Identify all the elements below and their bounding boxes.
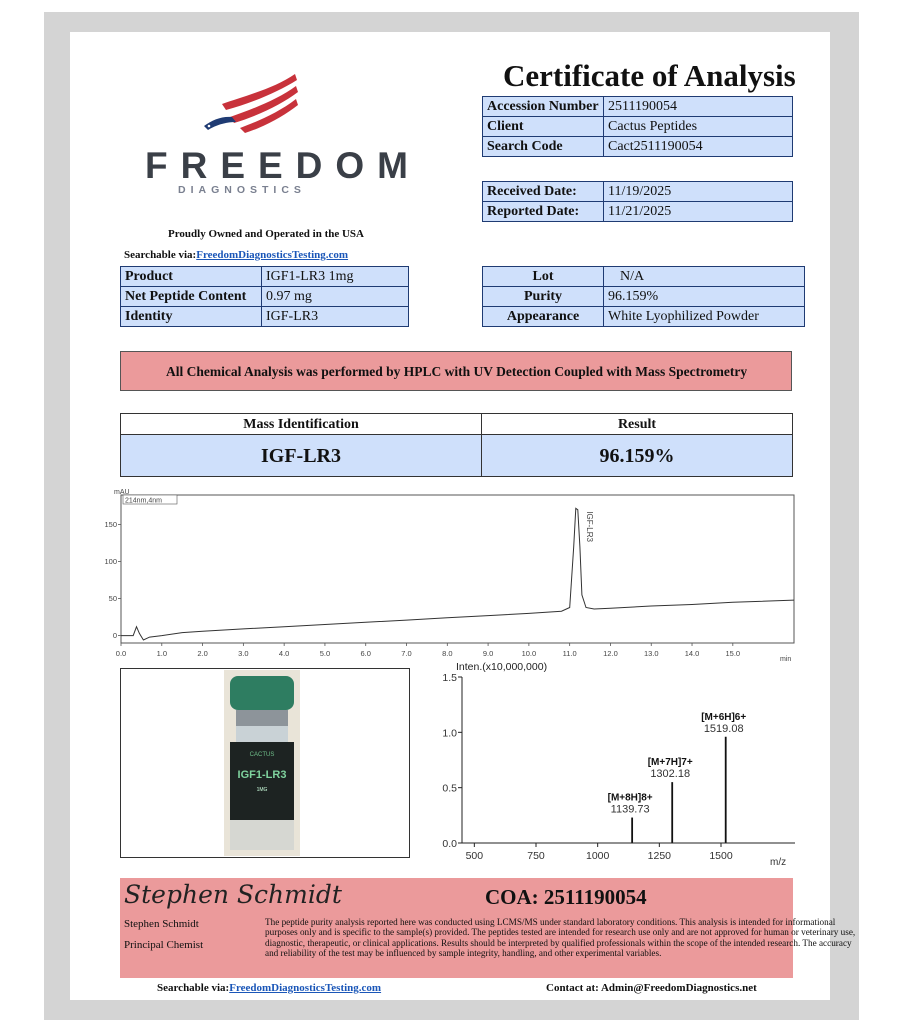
x-tick-label: 11.0 — [562, 649, 577, 658]
table-row — [483, 267, 805, 287]
chromatogram-trace — [121, 508, 794, 640]
ms-x-tick-label: 500 — [465, 850, 484, 862]
value-cell: IGF-LR3 — [262, 307, 409, 327]
x-tick-label: 6.0 — [360, 649, 371, 658]
page-title: Certificate of Analysis — [503, 58, 796, 93]
vial-name: IGF1-LR3 — [237, 769, 287, 781]
x-tick-label: 5.0 — [319, 649, 331, 658]
label-cell: Accession Number — [483, 97, 604, 117]
mass-value: IGF-LR3 — [120, 434, 482, 477]
mass-spectrum — [440, 660, 805, 870]
value-cell: 11/19/2025 — [604, 182, 793, 202]
x-tick-label: 14.0 — [684, 649, 700, 658]
searchable-note — [124, 249, 348, 261]
product-table — [120, 266, 409, 327]
x-tick-label: 13.0 — [643, 649, 659, 658]
signer-name: Stephen Schmidt — [124, 918, 199, 930]
ms-x-tick-label: 1500 — [709, 850, 733, 862]
ms-y-tick-label: 1.5 — [442, 672, 457, 684]
x-tick-label: 8.0 — [442, 649, 453, 658]
y-axis-label: mAU — [114, 489, 130, 496]
x-tick-label: 4.0 — [278, 649, 290, 658]
x-tick-label: 10.0 — [521, 649, 537, 658]
y-tick-label: 100 — [104, 557, 117, 567]
result-value: 96.159% — [481, 434, 793, 477]
table-row — [483, 97, 793, 117]
ms-x-tick-label: 1250 — [647, 850, 672, 862]
value-cell: Cactus Peptides — [604, 117, 793, 137]
ms-y-axis-label: Inten.(x10,000,000) — [456, 661, 548, 673]
dates-table — [482, 181, 793, 222]
value-cell: 11/21/2025 — [604, 202, 793, 222]
result-header: Result — [481, 413, 793, 435]
label-cell: Reported Date: — [483, 202, 604, 222]
lot-table — [482, 266, 805, 327]
value-cell: 96.159% — [604, 287, 805, 307]
vial-neck — [236, 726, 288, 742]
contact-info: Contact at: Admin@FreedomDiagnostics.net — [546, 982, 757, 994]
searchable-prefix: Searchable via: — [124, 249, 197, 261]
x-tick-label: 0.0 — [115, 649, 127, 658]
x-tick-label: 7.0 — [401, 649, 412, 658]
table-row — [121, 287, 409, 307]
ms-peak-ion: [M+7H]7+ — [647, 757, 693, 769]
hplc-chromatogram — [104, 484, 802, 664]
ms-peak-ion: [M+8H]8+ — [607, 792, 653, 804]
table-row — [483, 117, 793, 137]
label-cell: Purity — [483, 287, 604, 307]
y-tick-label: 50 — [108, 594, 117, 604]
x-tick-label: 9.0 — [482, 649, 494, 658]
accession-table — [482, 96, 793, 157]
searchable-note-footer — [157, 982, 381, 994]
legend-label: 214nm,4nm — [125, 497, 162, 505]
vial-cap — [230, 676, 294, 710]
table-row — [483, 202, 793, 222]
ms-peak-label: 1519.08 — [703, 722, 744, 735]
label-cell: Received Date: — [483, 182, 604, 202]
y-tick-label: 0 — [112, 631, 117, 641]
ms-y-tick-label: 1.0 — [442, 727, 457, 740]
vial-crimp — [236, 710, 288, 726]
table-row — [483, 287, 805, 307]
ms-peak-ion: [M+6H]6+ — [701, 711, 747, 723]
label-cell: Net Peptide Content — [121, 287, 262, 307]
chart-frame — [121, 495, 794, 643]
value-cell: White Lyophilized Powder — [604, 307, 805, 327]
peak-label: IGF-LR3 — [584, 511, 594, 542]
signer-title: Principal Chemist — [124, 939, 204, 951]
x-tick-label: 2.0 — [197, 649, 208, 658]
x-tick-label: 15.0 — [725, 649, 741, 658]
value-cell: IGF1-LR3 1mg — [262, 267, 409, 287]
flag-eagle-icon — [200, 70, 300, 138]
x-tick-label: 1.0 — [156, 649, 168, 658]
x-axis-label: min — [780, 656, 792, 663]
handwritten-signature: Stephen Schmidt — [124, 880, 342, 909]
tagline: Proudly Owned and Operated in the USA — [168, 228, 364, 240]
value-cell: 0.97 mg — [262, 287, 409, 307]
label-cell: Identity — [121, 307, 262, 327]
mass-header: Mass Identification — [120, 413, 482, 435]
table-row — [483, 137, 793, 157]
ms-x-tick-label: 750 — [527, 850, 545, 862]
website-link[interactable]: FreedomDiagnosticsTesting.com — [196, 249, 349, 261]
logo-subtitle: DIAGNOSTICS — [178, 184, 306, 196]
table-row — [483, 182, 793, 202]
x-tick-label: 3.0 — [238, 649, 249, 658]
label-cell: Appearance — [483, 307, 604, 327]
ms-y-tick-label: 0.0 — [442, 838, 457, 850]
value-cell: Cact2511190054 — [604, 137, 793, 157]
y-tick-label: 150 — [104, 520, 117, 530]
mass-identification-table — [120, 413, 793, 478]
ms-peak-label: 1302.18 — [650, 768, 691, 781]
value-cell: 2511190054 — [604, 97, 793, 117]
logo-wordmark: FREEDOM — [145, 145, 421, 186]
ms-peak-label: 1139.73 — [610, 803, 650, 816]
vial-base — [230, 820, 294, 850]
ms-y-tick-label: 0.5 — [442, 782, 457, 795]
label-cell: Lot — [483, 267, 604, 287]
vial-brand: CACTUS — [249, 752, 275, 758]
vial-dose: 1MG — [256, 787, 268, 793]
x-tick-label: 12.0 — [603, 649, 618, 658]
disclaimer-text: The peptide purity analysis reported here was conducted using LCMS/MS under standard laboratory conditions. This analysis is intended for informational purposes only and is specific to the sample(s) provided. The peptides tested are intended for research use only and are not approved for human or veterinary use, diagnostic, therapeutic, or clinical applications. Results should be interpreted by qualified professionals within the scope of the intended research. The accuracy and reliability of the test may be influenced by sample integrity, handling, and other experimental variables. — [265, 917, 856, 959]
coa-number: COA: 2511190054 — [485, 885, 647, 909]
label-cell: Product — [121, 267, 262, 287]
table-row — [121, 267, 409, 287]
ms-x-tick-label: 1000 — [585, 850, 610, 862]
method-banner-text: All Chemical Analysis was performed by HPLC with UV Detection Coupled with Mass Spectrometry — [166, 364, 748, 379]
ms-x-axis-label: m/z — [770, 857, 787, 868]
label-cell: Client — [483, 117, 604, 137]
value-cell: N/A — [604, 267, 805, 287]
searchable-prefix: Searchable via: — [157, 982, 230, 994]
table-row — [483, 307, 805, 327]
vial-image — [222, 670, 302, 856]
website-link[interactable]: FreedomDiagnosticsTesting.com — [229, 982, 382, 994]
table-row — [121, 307, 409, 327]
label-cell: Search Code — [483, 137, 604, 157]
